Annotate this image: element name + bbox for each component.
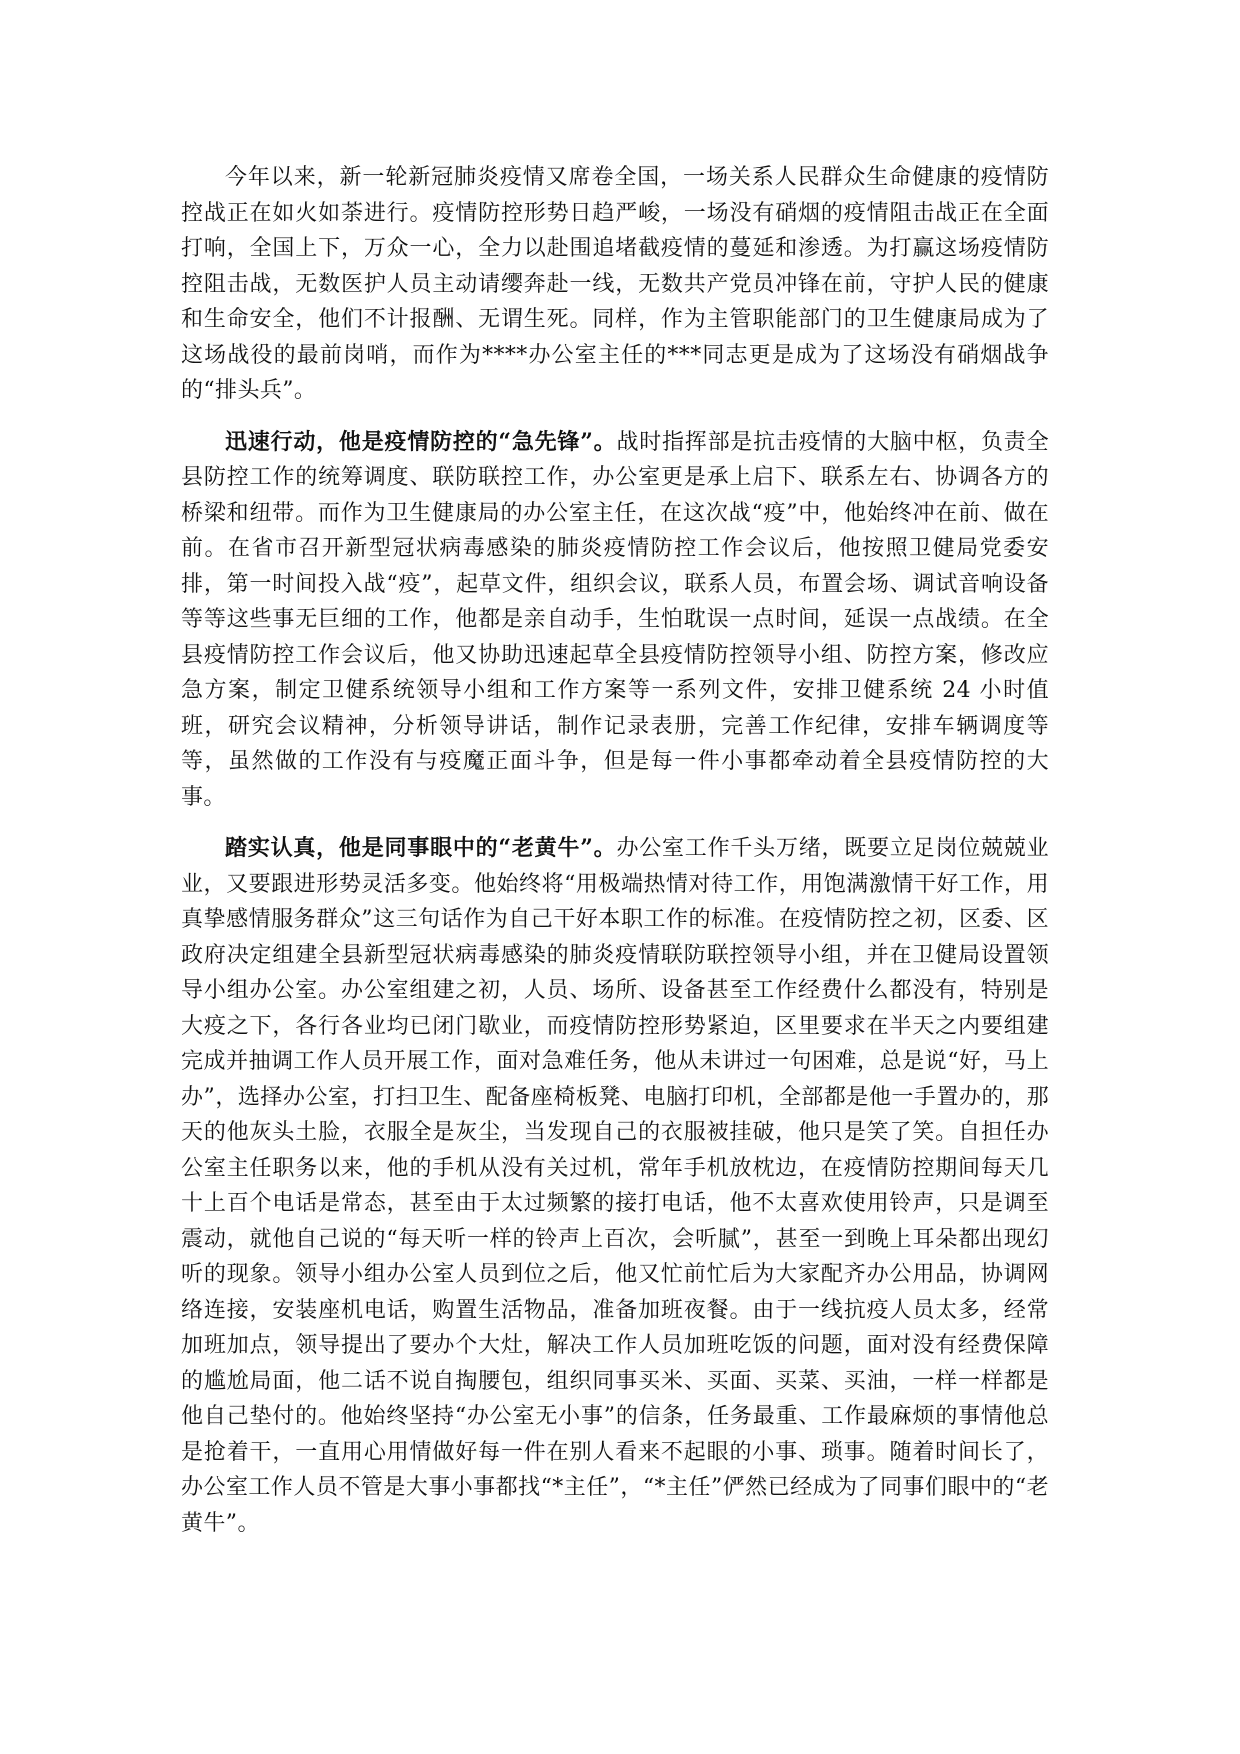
paragraph-text: 办公室工作千头万绪，既要立足岗位兢兢业业，又要跟进形势灵活多变。他始终将“用极端热情对待工作，用饱满激情干好工作，用真挚感情服务群众”这三句话作为自己干好本职工作的标准。在疫情防控之初，区委、区政府决定组建全县新型冠状病毒感染的肺炎疫情联防联控领导小组，并在卫健局设置领导小组办公室。办公室组建之初，人员、场所、设备甚至工作经费什么都没有，特别是大疫之下，各行各业均已闭门歇业，而疫情防控形势紧迫，区里要求在半天之内要组建完成并抽调工作人员开展工作，面对急难任务，他从未讲过一句困难，总是说“好，马上办”，选择办公室，打扫卫生、配备座椅板凳、电脑打印机，全部都是他一手置办的，那天的他灰头土脸，衣服全是灰尘，当发现自己的衣服被挂破，他只是笑了笑。自担任办公室主任职务以来，他的手机从没有关过机，常年手机放枕边，在疫情防控期间每天几十上百个电话是常态，甚至由于太过频繁的接打电话，他不太喜欢使用铃声，只是调至震动，就他自己说的“每天听一样的铃声上百次，会听腻”，甚至一到晚上耳朵都出现幻听的现象。领导小组办公室人员到位之后，他又忙前忙后为大家配齐办公用品，协调网络连接，安装座机电话，购置生活物品，准备加班夜餐。由于一线抗疫人员太多，经常加班加点，领导提出了要办个大灶，解决工作人员加班吃饭的问题，面对没有经费保障的尴尬局面，他二话不说自掏腰包，组织同事买米、买面、买菜、买油，一样一样都是他自己垫付的。他始终坚持“办公室无小事”的信条，任务最重、工作最麻烦的事情他总是抢着干，一直用心用情做好每一件在别人看来不起眼的小事、琐事。随着时间长了，办公室工作人员不管是大事小事都找“*主任”，“*主任”俨然已经成为了同事们眼中的“老黄牛”。: [181, 836, 1049, 1536]
paragraph-intro: [181, 160, 1049, 409]
document-body: [181, 160, 1049, 1557]
paragraph-lead: 迅速行动，他是疫情防控的“急先锋”。: [225, 428, 617, 455]
paragraph-lead: 踏实认真，他是同事眼中的“老黄牛”。: [225, 835, 617, 861]
paragraph-text: 今年以来，新一轮新冠肺炎疫情又席卷全国，一场关系人民群众生命健康的疫情防控战正在如火如荼进行。疫情防控形势日趋严峻，一场没有硝烟的疫情阻击战正在全面打响，全国上下，万众一心，全力以赴围追堵截疫情的蔓延和渗透。为打赢这场疫情防控阻击战，无数医护人员主动请缨奔赴一线，无数共产党员冲锋在前，守护人民的健康和生命安全，他们不计报酬、无谓生死。同样，作为主管职能部门的卫生健康局成为了这场战役的最前岗哨，而作为****办公室主任的***同志更是成为了这场没有硝烟战争的“排头兵”。: [181, 165, 1049, 403]
paragraph-diligent: [181, 831, 1049, 1541]
paragraph-rapid-action: [181, 425, 1049, 816]
paragraph-text: 战时指挥部是抗击疫情的大脑中枢，负责全县防控工作的统筹调度、联防联控工作，办公室更是承上启下、联系左右、协调各方的桥梁和纽带。而作为卫生健康局的办公室主任，在这次战“疫”中，他始终冲在前、做在前。在省市召开新型冠状病毒感染的肺炎疫情防控工作会议后，他按照卫健局党委安排，第一时间投入战“疫”，起草文件，组织会议，联系人员，布置会场、调试音响设备等等这些事无巨细的工作，他都是亲自动手，生怕耽误一点时间，延误一点战绩。在全县疫情防控工作会议后，他又协助迅速起草全县疫情防控领导小组、防控方案，修改应急方案，制定卫健系统领导小组和工作方案等一系列文件，安排卫健系统 24 小时值班，研究会议精神，分析领导讲话，制作记录表册，完善工作纪律，安排车辆调度等等，虽然做的工作没有与疫魔正面斗争，但是每一件小事都牵动着全县疫情防控的大事。: [181, 429, 1049, 810]
